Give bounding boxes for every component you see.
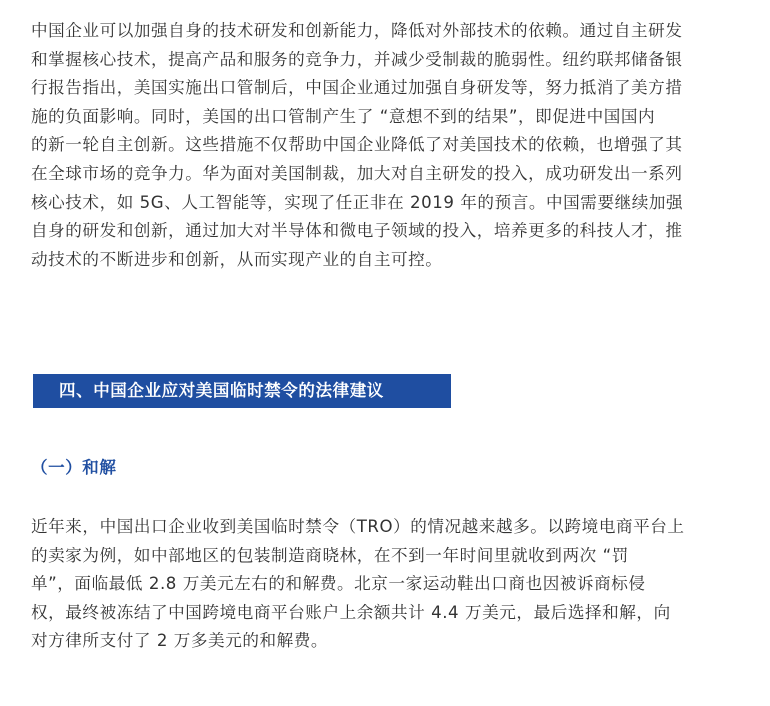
paragraph-line: 的卖家为例，如中部地区的包装制造商晓林，在不到一年时间里就收到两次 “罚 [31, 545, 629, 565]
paragraph-line: 权，最终被冻结了中国跨境电商平台账户上余额共计 4.4 万美元，最后选择和解，向 [31, 602, 671, 622]
paragraph-line: 施的负面影响。同时，美国的出口管制产生了 “意想不到的结果”，即促进中国国内 [31, 106, 656, 126]
paragraph-line: 核心技术，如 5G、人工智能等，实现了任正非在 2019 年的预言。中国需要继续加强 [31, 192, 684, 212]
intro-paragraph [31, 17, 746, 274]
paragraph-line: 自身的研发和创新，通过加大对半导体和微电子领域的投入，培养更多的科技人才，推 [31, 221, 683, 241]
paragraph-line: 近年来，中国出口企业收到美国临时禁令（TRO）的情况越来越多。以跨境电商平台上 [31, 517, 685, 536]
paragraph-line: 中国企业可以加强自身的技术研发和创新能力，降低对外部技术的依赖。通过自主研发 [31, 21, 683, 40]
paragraph-line: 和掌握核心技术，提高产品和服务的竞争力，并减少受制裁的脆弱性。纽约联邦储备银 [31, 49, 683, 69]
paragraph-line: 在全球市场的竞争力。华为面对美国制裁，加大对自主研发的投入，成功研发出一系列 [31, 163, 683, 183]
paragraph-line: 对方律所支付了 2 万多美元的和解费。 [31, 631, 329, 651]
body-paragraph [31, 513, 746, 656]
paragraph-line: 单”，面临最低 2.8 万美元左右的和解费。北京一家运动鞋出口商也因被诉商标侵 [31, 574, 646, 594]
paragraph-line: 的新一轮自主创新。这些措施不仅帮助中国企业降低了对美国技术的依赖，也增强了其 [31, 135, 683, 155]
paragraph-line: 动技术的不断进步和创新，从而实现产业的自主可控。 [31, 249, 443, 269]
subsection-heading: （一）和解 [31, 458, 117, 477]
paragraph-line: 行报告指出，美国实施出口管制后，中国企业通过加强自身研发等，努力抵消了美方措 [31, 78, 683, 98]
section-heading-banner: 四、中国企业应对美国临时禁令的法律建议 [33, 374, 451, 408]
